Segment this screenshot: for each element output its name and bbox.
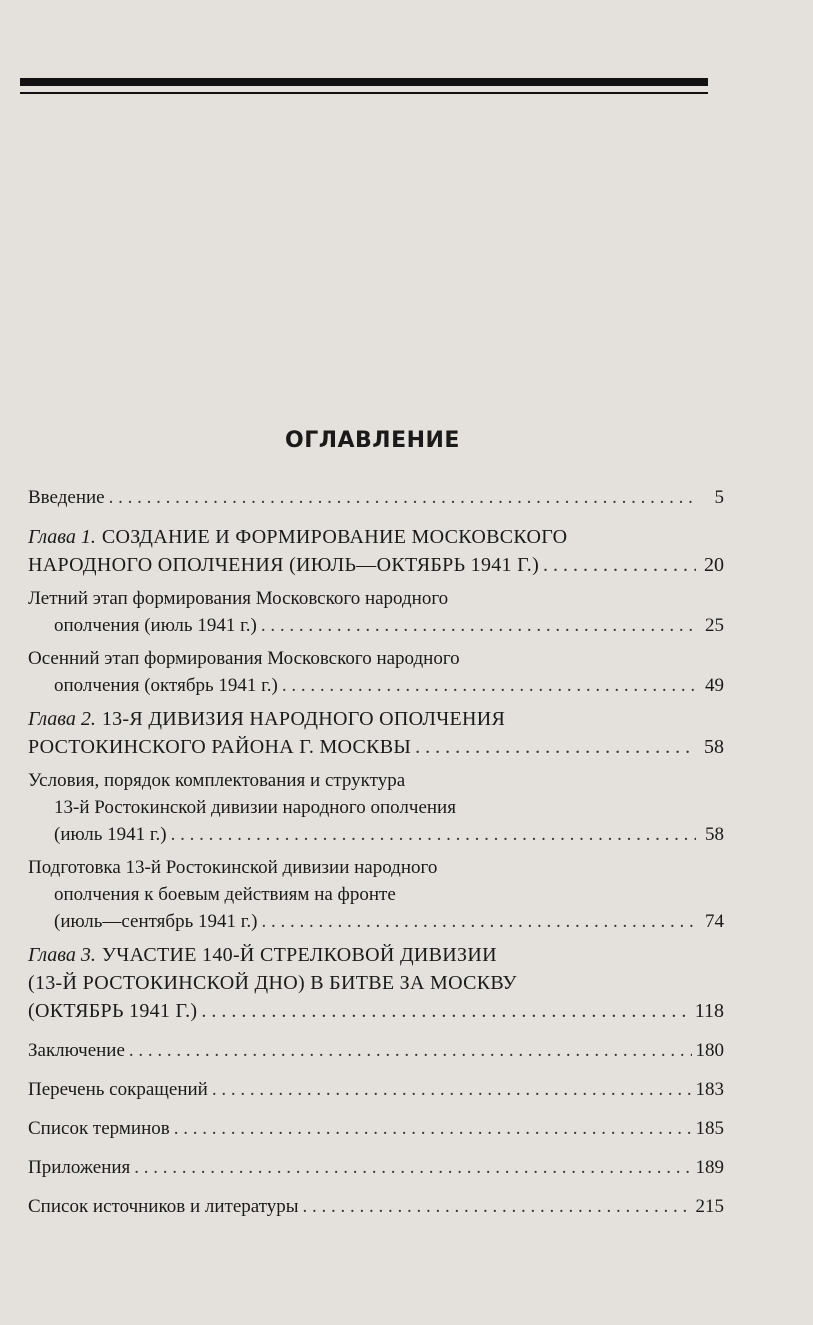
- toc-entry-text: (июль 1941 г.): [54, 824, 167, 845]
- toc-entry: [28, 1193, 724, 1220]
- toc-entry-line: [28, 1193, 724, 1220]
- toc-entry-text: РОСТОКИНСКОГО РАЙОНА Г. МОСКВЫ: [28, 736, 412, 758]
- toc-entry-line: [28, 1115, 724, 1142]
- chapter-label: Глава 3.: [28, 944, 96, 966]
- toc-entry: [28, 941, 724, 1025]
- toc-entry: [28, 1037, 724, 1064]
- toc-entry-text: НАРОДНОГО ОПОЛЧЕНИЯ (ИЮЛЬ—ОКТЯБРЬ 1941 Г.): [28, 554, 540, 576]
- toc-entry-text: Подготовка 13-й Ростокинской дивизии народного: [28, 857, 438, 878]
- toc-entry: [28, 1115, 724, 1142]
- toc-entry-line: [28, 767, 724, 794]
- toc-entry-text: Введение: [28, 487, 105, 508]
- chapter-label: Глава 1.: [28, 526, 96, 548]
- toc-entry-line: [28, 484, 724, 511]
- dot-leader: [129, 1037, 692, 1064]
- toc-entry-line: [28, 612, 724, 639]
- dot-leader: [543, 551, 696, 579]
- dot-leader: [109, 484, 696, 511]
- page-number: 189: [695, 1157, 724, 1178]
- toc-entry-text: ополчения (июль 1941 г.): [54, 615, 257, 636]
- toc-entry-line: [28, 585, 724, 612]
- toc-entry-line: [28, 1037, 724, 1064]
- toc-entry-text: Перечень сокращений: [28, 1079, 208, 1100]
- toc-entry-text: (июль—сентябрь 1941 г.): [54, 911, 258, 932]
- dot-leader: [261, 612, 696, 639]
- toc-entry-line: [28, 733, 724, 761]
- toc-entry-text: ополчения к боевым действиям на фронте: [54, 884, 396, 905]
- toc-title: ОГЛАВЛЕНИЕ: [285, 428, 460, 453]
- page-number: 49: [705, 675, 724, 696]
- dot-leader: [171, 821, 696, 848]
- toc-entry-text: СОЗДАНИЕ И ФОРМИРОВАНИЕ МОСКОВСКОГО: [101, 526, 568, 548]
- toc-entry: [28, 484, 724, 511]
- chapter-label: Глава 2.: [28, 708, 96, 730]
- dot-leader: [201, 997, 690, 1025]
- toc-entry-text: Список источников и литературы: [28, 1196, 299, 1217]
- dot-leader: [415, 733, 696, 761]
- dot-leader: [282, 672, 696, 699]
- toc-entry-line: [28, 1076, 724, 1103]
- toc-entry-text: 13-Я ДИВИЗИЯ НАРОДНОГО ОПОЛЧЕНИЯ: [101, 708, 506, 730]
- page-number: 215: [695, 1196, 724, 1217]
- toc-entry-line: [28, 854, 724, 881]
- toc-entry: [28, 1154, 724, 1181]
- header-rule-thick: [20, 78, 708, 86]
- dot-leader: [303, 1193, 692, 1220]
- header-rule-thin: [20, 92, 708, 94]
- toc-entry-text: Список терминов: [28, 1118, 170, 1139]
- toc-entry-line: [28, 941, 724, 969]
- page-number: 118: [694, 1000, 724, 1022]
- page-number: 5: [714, 487, 724, 508]
- toc-entry-text: Приложения: [28, 1157, 131, 1178]
- dot-leader: [212, 1076, 692, 1103]
- toc-entry-line: [28, 908, 724, 935]
- page-number: 25: [705, 615, 724, 636]
- page-number: 58: [705, 824, 724, 845]
- toc-entry-line: [28, 705, 724, 733]
- toc-entry-line: [28, 821, 724, 848]
- toc-entry: [28, 523, 724, 579]
- toc-entry-text: (ОКТЯБРЬ 1941 Г.): [28, 1000, 198, 1022]
- toc-entry-line: [28, 645, 724, 672]
- dot-leader: [174, 1115, 692, 1142]
- page-number: 185: [695, 1118, 724, 1139]
- toc-entry-line: [28, 969, 724, 997]
- toc-entry-text: Заключение: [28, 1040, 125, 1061]
- toc-entry-line: [28, 672, 724, 699]
- page-number: 180: [695, 1040, 724, 1061]
- toc-entry-text: (13-Й РОСТОКИНСКОЙ ДНО) В БИТВЕ ЗА МОСКВУ: [28, 972, 517, 994]
- toc-entry-line: [28, 997, 724, 1025]
- toc-entry-text: Осенний этап формирования Московского народного: [28, 648, 460, 669]
- dot-leader: [134, 1154, 691, 1181]
- toc-entry-text: УЧАСТИЕ 140-Й СТРЕЛКОВОЙ ДИВИЗИИ: [101, 944, 497, 966]
- toc-entry-text: Условия, порядок комплектования и структура: [28, 770, 406, 791]
- toc-entry: [28, 645, 724, 699]
- page-number: 20: [704, 554, 724, 576]
- page-number: 74: [705, 911, 724, 932]
- toc-entry-text: Летний этап формирования Московского народного: [28, 588, 449, 609]
- page-number: 58: [704, 736, 724, 758]
- toc-entry-line: [28, 551, 724, 579]
- table-of-contents: [28, 484, 724, 1220]
- toc-entry-line: [28, 881, 724, 908]
- page-number: 183: [695, 1079, 724, 1100]
- toc-entry: [28, 585, 724, 639]
- toc-entry-text: 13-й Ростокинской дивизии народного ополчения: [54, 797, 456, 818]
- toc-entry-line: [28, 523, 724, 551]
- toc-entry-text: ополчения (октябрь 1941 г.): [54, 675, 278, 696]
- toc-entry-line: [28, 794, 724, 821]
- toc-entry: [28, 705, 724, 761]
- toc-entry: [28, 767, 724, 848]
- toc-entry: [28, 1076, 724, 1103]
- dot-leader: [261, 908, 696, 935]
- toc-entry-line: [28, 1154, 724, 1181]
- toc-entry: [28, 854, 724, 935]
